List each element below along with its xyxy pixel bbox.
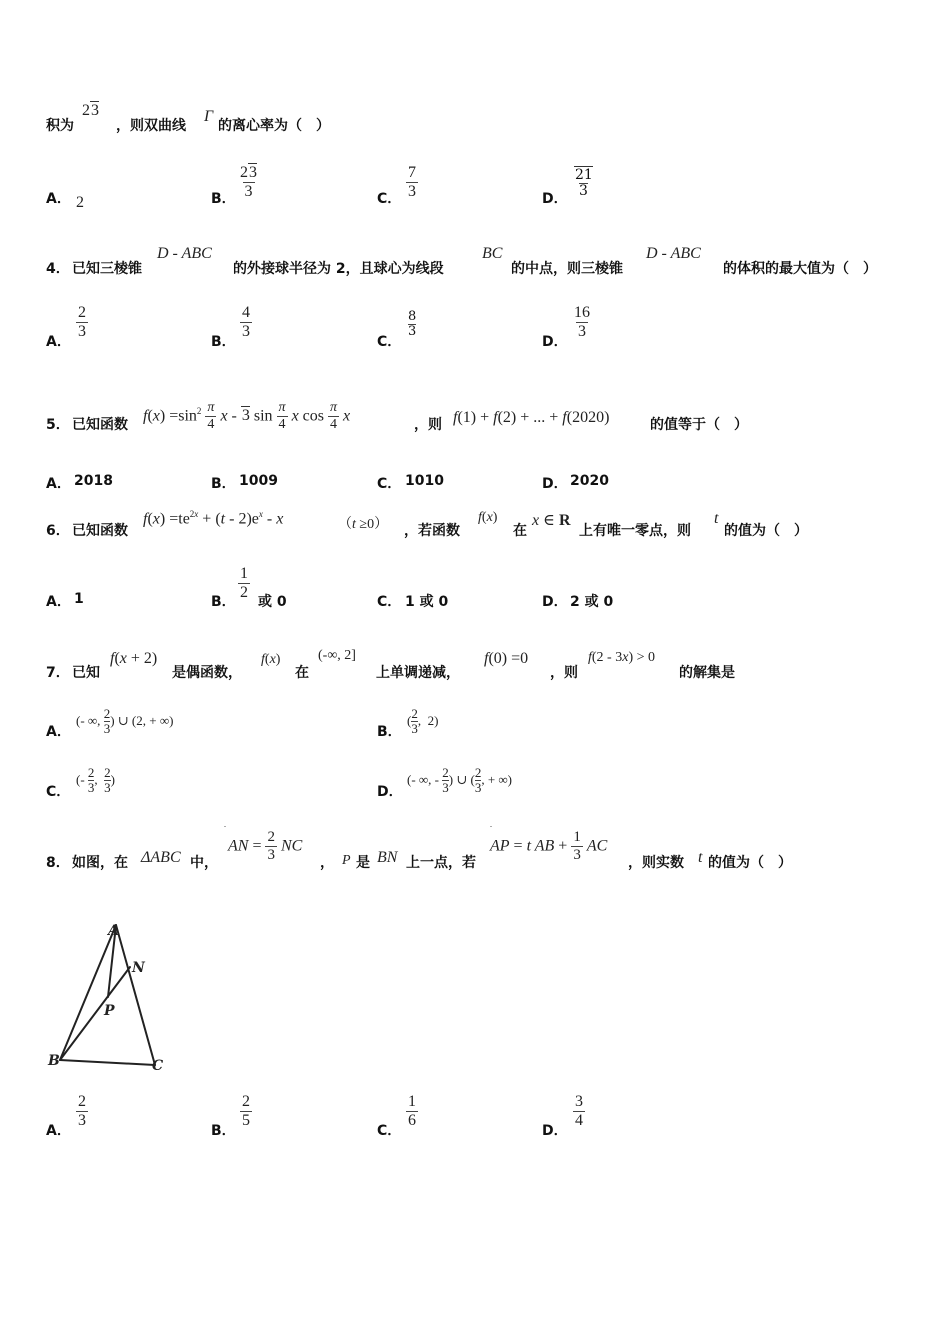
q5-option-b-label[interactable]: B． xyxy=(211,476,236,492)
q3-text-mid: ，则双曲线 xyxy=(116,118,186,134)
q3-option-a-label[interactable]: A． xyxy=(46,191,71,207)
q6-stem xyxy=(46,508,926,538)
q8-math-1: ΔABC xyxy=(141,849,181,866)
q6-option-d-label[interactable]: D． xyxy=(542,594,568,610)
q7-option-b-label[interactable]: B． xyxy=(377,724,402,740)
q5-text-3: 的值等于（ ） xyxy=(650,417,748,433)
q3-options xyxy=(46,162,646,218)
q5-number: 5． xyxy=(46,417,70,433)
q3-option-d-fraction: $\frac{21}{3}$ xyxy=(575,167,593,200)
q4-option-b-label[interactable]: B． xyxy=(211,334,236,350)
q4-option-a-fraction: $\frac{2}{3}$ xyxy=(78,304,86,341)
q6-math-1: f(x) xyxy=(478,510,498,525)
q8-text-2: 中， xyxy=(190,855,218,871)
q5-option-a-value: 2018 xyxy=(74,473,113,489)
q8-text-6: ，则实数 xyxy=(628,855,684,871)
q5-stem xyxy=(46,390,926,438)
q8-option-b-fraction: $\frac{2}{5}$ xyxy=(242,1093,250,1130)
q5-sum: f(1) + f(2) + ... + f(2020) xyxy=(453,409,610,426)
q6-number: 6． xyxy=(46,523,70,539)
q5-option-c-label[interactable]: C． xyxy=(377,476,402,492)
q4-math-3: D - ABC xyxy=(646,245,701,262)
q5-options xyxy=(46,473,646,493)
q6-text-3: 在 xyxy=(513,523,527,539)
q8-stem xyxy=(46,818,926,874)
q6-option-c-value: 1 或 0 xyxy=(405,594,449,610)
q5-option-a-label[interactable]: A． xyxy=(46,476,71,492)
q8-math-4: BN xyxy=(377,849,398,866)
q4-options xyxy=(46,302,646,354)
q7-stem xyxy=(46,648,926,680)
q5-function: $f(x) =\sin^2$ $\frac{\pi}{4}$ x - 3 sin $\frac{\pi}{4}$ x cos $\frac{\pi}{4}$ x xyxy=(143,400,351,433)
q7-option-c-value: (- $\frac{2}{3}$ , $\frac{2}{3}$ ) xyxy=(76,765,116,796)
q3-text-post: 的离心率为（ ） xyxy=(218,118,330,134)
q8-option-d-label[interactable]: D． xyxy=(542,1123,568,1139)
q4-option-d-fraction: $\frac{16}{3}$ xyxy=(574,304,590,341)
q7-option-d-value: (- ∞, - $\frac{2}{3}$ ) ∪ ( $\frac{2}{3}$ , + ∞) xyxy=(407,765,513,796)
q7-option-c-label[interactable]: C． xyxy=(46,784,71,800)
q6-option-a-label[interactable]: A． xyxy=(46,594,71,610)
q6-text-1: 已知函数 xyxy=(72,523,128,539)
q7-math-4: f(0) =0 xyxy=(484,650,529,667)
q8-math-5: . AP = t AB + $\frac{1}{3}$ AC xyxy=(490,820,608,864)
q8-option-b-label[interactable]: B． xyxy=(211,1123,236,1139)
q6-option-b-suffix: 或 0 xyxy=(258,594,287,610)
q4-text-2: 的外接球半径为 2，且球心为线段 xyxy=(233,261,444,277)
q8-math-6: t xyxy=(698,849,703,866)
q8-text-1: 如图，在 xyxy=(72,855,128,871)
q4-option-c-label[interactable]: C． xyxy=(377,334,402,350)
q5-text-1: 已知函数 xyxy=(72,417,128,433)
q6-option-c-label[interactable]: C． xyxy=(377,594,402,610)
q7-math-5: f(2 - 3x) > 0 xyxy=(588,650,655,665)
q7-option-a-value: (- ∞, $\frac{2}{3}$ ) ∪ (2, + ∞) xyxy=(76,706,174,737)
q6-condition: （t ≥0） xyxy=(338,517,389,532)
segment-bc xyxy=(60,1060,155,1065)
q3-option-c-label[interactable]: C． xyxy=(377,191,402,207)
q8-option-c-fraction: $\frac{1}{6}$ xyxy=(408,1093,416,1130)
q8-math-3: P xyxy=(342,853,351,868)
q3-option-b-fraction: $\frac{23}{3}$ xyxy=(240,164,257,201)
q6-function: $f(x) =te^{2x} + (t - 2)e^x - x$ xyxy=(143,509,284,528)
q8-text-4: 是 xyxy=(356,855,370,871)
q8-math-2: . AN = $\frac{2}{3}$ NC xyxy=(224,820,303,864)
q7-option-b-value: ( $\frac{2}{3}$ , 2) xyxy=(407,706,439,737)
label-c: C xyxy=(152,1058,164,1074)
q4-option-d-label[interactable]: D． xyxy=(542,334,568,350)
q4-stem xyxy=(46,243,926,279)
q5-option-b-value: 1009 xyxy=(239,473,278,489)
q3-option-c-fraction: $\frac{7}{3}$ xyxy=(408,164,416,201)
q8-option-a-label[interactable]: A． xyxy=(46,1123,71,1139)
q8-options xyxy=(46,1092,646,1144)
segment-bn xyxy=(60,967,130,1060)
q6-options xyxy=(46,565,646,613)
segment-ac xyxy=(116,925,155,1065)
q4-math-2: BC xyxy=(482,245,503,262)
label-n: N xyxy=(132,960,145,976)
q7-math-3: (-∞, 2] xyxy=(318,648,356,663)
q8-text-7: 的值为（ ） xyxy=(708,855,792,871)
q8-number: 8． xyxy=(46,855,70,871)
q8-option-d-fraction: $\frac{3}{4}$ xyxy=(575,1093,583,1130)
q7-math-2: f(x) xyxy=(261,652,281,667)
q4-number: 4． xyxy=(46,261,70,277)
q6-option-d-value: 2 或 0 xyxy=(570,594,614,610)
label-b: B xyxy=(48,1053,60,1069)
q4-text-1: 已知三棱锥 xyxy=(72,261,142,277)
q4-option-b-fraction: $\frac{4}{3}$ xyxy=(242,304,250,341)
q6-text-2: ，若函数 xyxy=(404,523,460,539)
q7-option-a-label[interactable]: A． xyxy=(46,724,71,740)
q8-text-5: 上一点，若 xyxy=(406,855,476,871)
q7-text-4: 上单调递减， xyxy=(376,665,460,681)
triangle-figure xyxy=(40,915,180,1075)
q7-number: 7． xyxy=(46,665,70,681)
q4-text-3: 的中点，则三棱锥 xyxy=(511,261,623,277)
q6-option-b-fraction: $\frac{1}{2}$ xyxy=(240,565,248,602)
q6-text-5: 的值为（ ） xyxy=(724,523,808,539)
q8-text-3: ， xyxy=(320,855,334,871)
q7-text-1: 已知 xyxy=(72,665,100,681)
q6-math-2: x ∈ R xyxy=(532,512,571,529)
q5-text-2: ，则 xyxy=(414,417,442,433)
label-p: P xyxy=(104,1003,115,1019)
q6-text-4: 上有唯一零点，则 xyxy=(579,523,691,539)
q7-text-3: 在 xyxy=(295,665,309,681)
q7-options xyxy=(46,705,646,805)
q3-option-b-label[interactable]: B． xyxy=(211,191,236,207)
q6-option-a-value: 1 xyxy=(74,591,84,607)
q7-text-6: 的解集是 xyxy=(679,665,735,681)
q8-option-a-fraction: $\frac{2}{3}$ xyxy=(78,1093,86,1130)
q7-text-5: ，则 xyxy=(550,665,578,681)
q3-option-a-value: 2 xyxy=(76,194,84,211)
q3-math-gamma: Γ xyxy=(204,108,214,125)
q4-math-1: D - ABC xyxy=(157,245,212,262)
q4-option-c-fraction: $\frac{8}{3}$ xyxy=(408,309,417,340)
q3-math-area: 23 xyxy=(82,102,99,119)
q7-text-2: 是偶函数， xyxy=(172,665,242,681)
q4-option-a-label[interactable]: A． xyxy=(46,334,71,350)
label-a: A xyxy=(108,923,119,939)
q5-option-d-value: 2020 xyxy=(570,473,609,489)
q3-text-pre: 积为 xyxy=(46,118,74,134)
q5-option-d-label[interactable]: D． xyxy=(542,476,568,492)
q3-option-d-label[interactable]: D． xyxy=(542,191,568,207)
q6-math-3: t xyxy=(714,510,719,527)
q6-option-b-label[interactable]: B． xyxy=(211,594,236,610)
q7-math-1: f(x + 2) xyxy=(110,650,158,667)
q8-option-c-label[interactable]: C． xyxy=(377,1123,402,1139)
q5-option-c-value: 1010 xyxy=(405,473,444,489)
q4-text-4: 的体积的最大值为（ ） xyxy=(723,261,877,277)
q7-option-d-label[interactable]: D． xyxy=(377,784,403,800)
